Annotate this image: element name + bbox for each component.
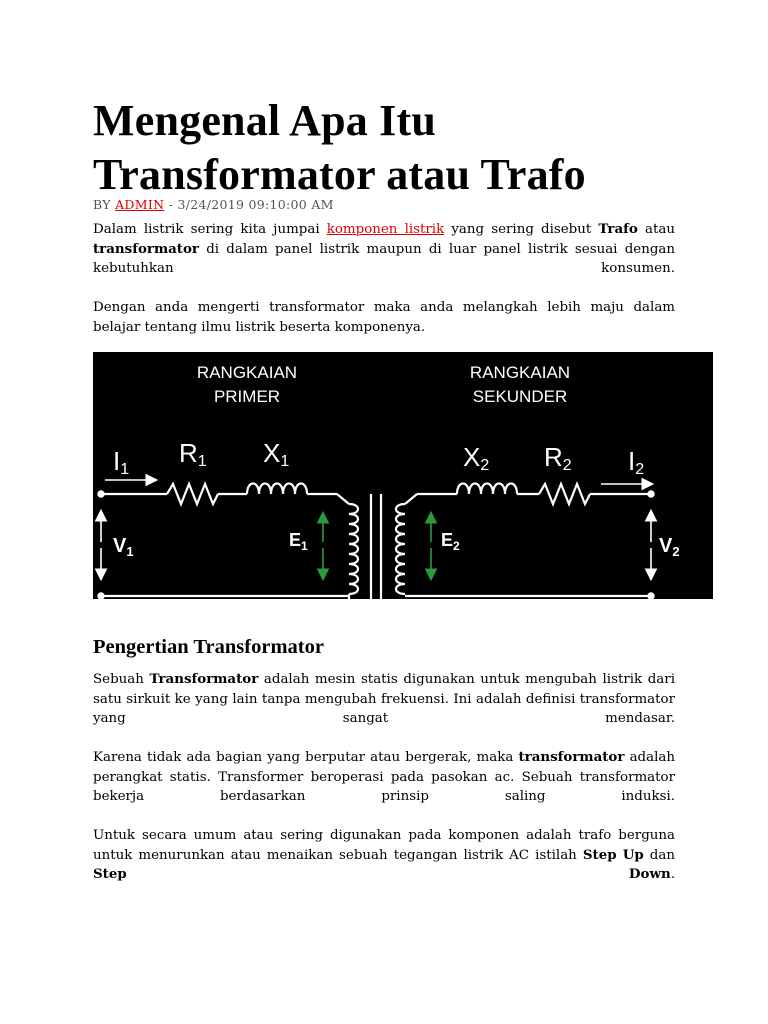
label-e1: $E_1$ — [289, 530, 308, 553]
label-i2: I2 — [628, 446, 645, 478]
secondary-label-line1: RANGKAIAN — [469, 363, 571, 382]
label-v1: $V_1$ — [113, 535, 134, 559]
komponen-listrik-link[interactable]: komponen listrik — [326, 222, 445, 237]
primary-label-line1: RANGKAIAN — [196, 363, 298, 382]
transformer-circuit-diagram — [93, 352, 713, 599]
post-datetime: 3/24/2019 09:10:00 AM — [177, 197, 334, 212]
circuit-svg — [93, 352, 713, 599]
label-i1: I1 — [113, 446, 130, 478]
meta-by: BY — [93, 197, 111, 212]
section-heading: Pengertian Transformator — [93, 636, 324, 658]
label-e2: $E_2$ — [441, 530, 460, 553]
page-title: Mengenal Apa Itu Transformator atau Trafo — [93, 96, 586, 199]
label-r1: R1 — [179, 438, 207, 470]
author-link[interactable]: ADMIN — [115, 197, 165, 212]
label-v2: $V_2$ — [659, 535, 680, 559]
label-x1: X1 — [263, 438, 290, 470]
label-r2: R2 — [544, 442, 572, 474]
intro-paragraph-1: Dalam listrik sering kita jumpai komponen listrik yang sering disebut Trafo atau transformator di dalam panel listrik maupun di luar panel listrik sesuai dengan kebutuhkan konsumen. — [93, 221, 675, 277]
meta-separator: - — [168, 197, 174, 212]
primary-label-line2: PRIMER — [213, 387, 281, 406]
section-paragraph-3: Untuk secara umum atau sering digunakan pada komponen adalah trafo berguna untuk menurunkan atau menaikan sebuah tegangan listrik AC istilah Step Up dan Step Down. — [93, 828, 675, 883]
intro-paragraph-2: Dengan anda mengerti transformator maka anda melangkah lebih maju dalam belajar tentang ilmu listrik beserta komponenya. — [93, 300, 675, 335]
post-meta — [93, 197, 334, 212]
label-x2: X2 — [463, 442, 490, 474]
section-paragraph-1: Sebuah Transformator adalah mesin statis digunakan untuk mengubah listrik dari satu sirkuit ke yang lain tanpa mengubah frekuensi. Ini adalah definisi transformator yang sangat mendasar. — [93, 671, 675, 727]
secondary-label-line2: SEKUNDER — [472, 387, 568, 406]
section-paragraph-2: Karena tidak ada bagian yang berputar atau bergerak, maka transformator adalah perangkat statis. Transformer beroperasi pada pasokan ac. Sebuah transformator bekerja berdasarkan prinsip saling induksi. — [93, 749, 676, 805]
